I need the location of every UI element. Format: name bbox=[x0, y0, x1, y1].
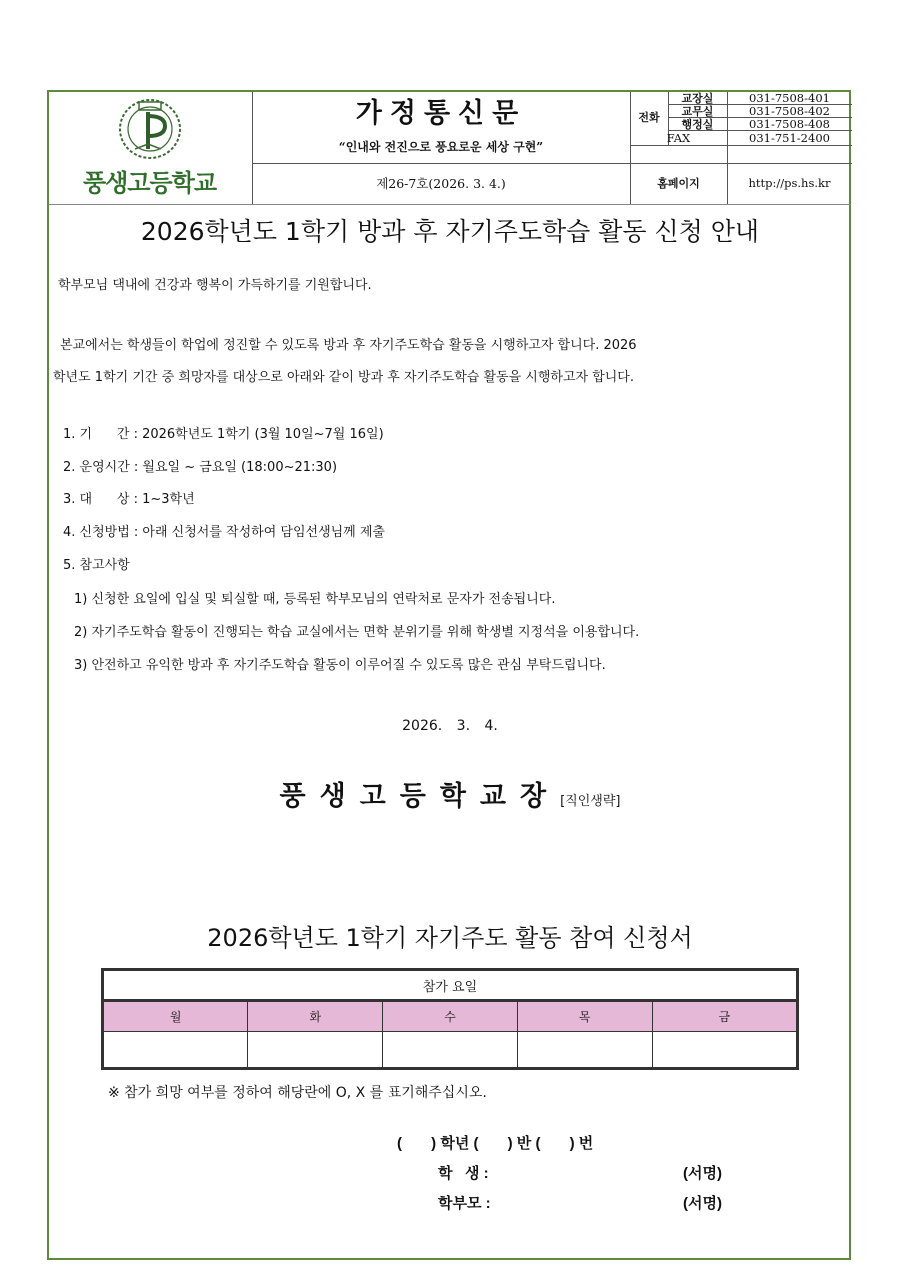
fax-label: FAX bbox=[666, 131, 691, 145]
day-header-fri: 금 bbox=[652, 1001, 797, 1032]
list-item-target: 3. 대 상 : 1~3학년 bbox=[63, 492, 195, 507]
header-bottom-border bbox=[49, 204, 851, 205]
list-item-hours: 2. 운영시간 : 월요일 ~ 금요일 (18:00~21:30) bbox=[63, 460, 338, 475]
intro-line-1: 본교에서는 학생들이 학업에 정진할 수 있도록 방과 후 자기주도학습 활동을 시행하고자 합니다. 2026 bbox=[60, 338, 637, 353]
list-item-period: 1. 기 간 : 2026학년도 1학기 (3월 10일~7월 16일) bbox=[63, 427, 384, 442]
school-name: 풍생고등학교 bbox=[82, 169, 217, 197]
issue-number: 제26-7호(2026. 3. 4.) bbox=[376, 176, 506, 191]
contact-label: 행정실 bbox=[681, 118, 714, 131]
school-emblem-icon bbox=[95, 94, 205, 160]
principal-signature bbox=[200, 774, 700, 813]
header-divider bbox=[630, 145, 852, 146]
day-input-fri[interactable] bbox=[652, 1032, 797, 1069]
greeting: 학부모님 댁내에 건강과 행복이 가득하기를 기원합니다. bbox=[58, 278, 372, 293]
parent-label: 학부모 : bbox=[438, 1195, 491, 1212]
student-signature[interactable]: (서명) bbox=[683, 1165, 722, 1182]
intro-line-2: 학년도 1학기 기간 중 희망자를 대상으로 아래와 같이 방과 후 자기주도학습 활동을 시행하고자 합니다. bbox=[53, 370, 635, 385]
note-item: 2) 자기주도학습 활동이 진행되는 학습 교실에서는 면학 분위기를 위해 학생별 지정석을 이용합니다. bbox=[74, 625, 640, 640]
day-input-tue[interactable] bbox=[248, 1032, 383, 1069]
note-item: 1) 신청한 요일에 입실 및 퇴실할 때, 등록된 학부모님의 연락처로 문자가 전송됩니다. bbox=[74, 592, 556, 607]
notice-title: 2026학년도 1학기 방과 후 자기주도학습 활동 신청 안내 bbox=[140, 217, 760, 246]
day-header-wed: 수 bbox=[383, 1001, 518, 1032]
form-title: 2026학년도 1학기 자기주도 활동 참여 신청서 bbox=[207, 924, 693, 952]
day-header-mon: 월 bbox=[103, 1001, 248, 1032]
class-number-field[interactable]: ( ) 학년 ( ) 반 ( ) 번 bbox=[397, 1135, 594, 1152]
day-header-thu: 목 bbox=[517, 1001, 652, 1032]
day-input-thu[interactable] bbox=[517, 1032, 652, 1069]
student-label: 학 생 : bbox=[438, 1165, 489, 1182]
contact-phone: 031-7508-408 bbox=[749, 117, 830, 131]
day-header-tue: 화 bbox=[248, 1001, 383, 1032]
list-item-method: 4. 신청방법 : 아래 신청서를 작성하여 담임선생님께 제출 bbox=[63, 525, 385, 540]
school-motto: “인내와 전진으로 풍요로운 세상 구현” bbox=[338, 140, 544, 154]
table-header: 참가 요일 bbox=[103, 970, 798, 1001]
day-input-wed[interactable] bbox=[383, 1032, 518, 1069]
phone-label: 전화 bbox=[638, 111, 660, 124]
contact-phone: 031-7508-402 bbox=[749, 104, 830, 118]
principal-title: 풍생고등학교장 bbox=[279, 781, 561, 812]
parent-signature[interactable]: (서명) bbox=[683, 1195, 722, 1212]
note-item: 3) 안전하고 유익한 방과 후 자기주도학습 활동이 이루어질 수 있도록 많은 관심 부탁드립니다. bbox=[74, 658, 606, 673]
homepage-link[interactable]: http://ps.hs.kr bbox=[748, 176, 831, 190]
contact-label: 교무실 bbox=[681, 105, 714, 118]
issue-date: 2026. 3. 4. bbox=[402, 718, 498, 734]
seal-note: [직인생략] bbox=[560, 794, 621, 809]
contact-label: 교장실 bbox=[681, 92, 714, 105]
form-instruction: ※ 참가 희망 여부를 정하여 해당란에 O, X 를 표기해주십시오. bbox=[108, 1085, 487, 1101]
list-item-notes: 5. 참고사항 bbox=[63, 558, 130, 573]
day-input-mon[interactable] bbox=[103, 1032, 248, 1069]
participation-days-table bbox=[101, 968, 799, 1070]
newsletter-title: 가정통신문 bbox=[355, 98, 527, 129]
contact-phone: 031-7508-401 bbox=[749, 91, 830, 105]
fax-number: 031-751-2400 bbox=[749, 131, 830, 145]
homepage-label: 홈페이지 bbox=[657, 177, 700, 190]
